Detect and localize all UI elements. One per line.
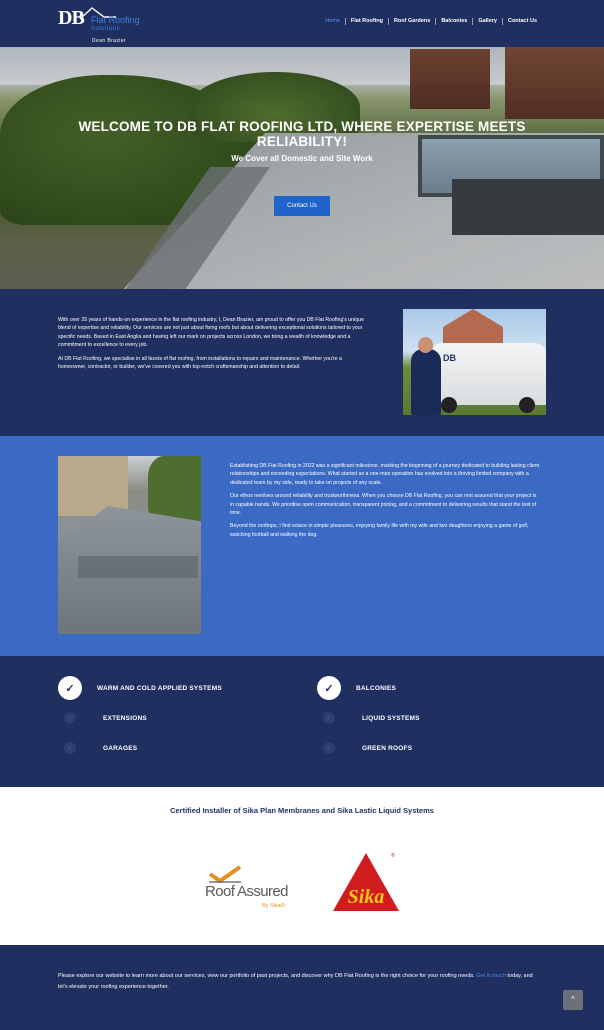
roof-assured-by: By Sika® [262, 903, 285, 909]
certification-heading: Certified Installer of Sika Plan Membranes and Sika Lastic Liquid Systems [170, 806, 434, 815]
logo-line-1: Flat Roofing [91, 15, 140, 25]
sika-registered-mark: ® [391, 853, 395, 859]
services-list [0, 656, 604, 787]
service-item[interactable] [64, 676, 222, 700]
roof-assured-text: Roof Assured [205, 883, 288, 900]
site-footer [0, 945, 604, 1030]
check-icon: ✓ [58, 676, 82, 700]
photo-person-head [418, 337, 433, 353]
service-label: BALCONIES [356, 684, 397, 692]
intro-text [58, 316, 370, 376]
nav-balconies[interactable]: Balconies [435, 18, 472, 25]
hero-subtitle: We Cover all Domestic and Site Work [231, 154, 373, 163]
about-text [230, 462, 540, 544]
site-logo[interactable] [58, 5, 168, 43]
service-label: WARM AND COLD APPLIED SYSTEMS [97, 684, 222, 692]
photo-roof-step [78, 556, 198, 578]
hero-title: WELCOME TO DB FLAT ROOFING LTD, WHERE EXPERTISE MEETS RELIABILITY! [78, 119, 526, 149]
check-icon: ✓ [64, 742, 76, 754]
service-item[interactable] [323, 676, 396, 700]
nav-gallery[interactable]: Gallery [472, 18, 502, 25]
about-paragraph: Our ethos revolves around reliability and trustworthiness. When you choose DB Flat Roofing, you can rest assured that your project is in capable hands. We prioritise open communication, transparent pricing, and a commitment to delivering results that stand the test of time. [230, 493, 537, 517]
hero-overlay [0, 47, 604, 289]
back-to-top-button[interactable]: ^ [563, 990, 583, 1010]
service-label: GREEN ROOFS [362, 744, 413, 752]
check-icon: ✓ [317, 676, 341, 700]
about-section [0, 436, 604, 656]
service-item[interactable] [64, 712, 147, 724]
nav-roof-gardens[interactable]: Roof Gardens [388, 18, 435, 25]
footer-text-end: today, and let's elevate your roofing experience together. [58, 973, 533, 990]
check-icon: ✓ [323, 742, 335, 754]
site-header [0, 0, 604, 47]
owner-with-van-photo [403, 309, 546, 415]
photo-building [58, 456, 128, 516]
sika-wordmark: Sika [347, 886, 385, 908]
hero-banner [0, 47, 604, 289]
logo-line-2: Solutions [91, 26, 121, 32]
check-icon: ✓ [323, 712, 335, 724]
nav-flat-roofing[interactable]: Flat Roofing [345, 18, 388, 25]
service-item[interactable] [323, 712, 420, 724]
footer-text-start: Please explore our website to learn more about our services, view our portfolio of past projects, and discover why DB Flat Roofing is the right choice for your roofing needs. [58, 973, 477, 979]
service-item[interactable] [64, 742, 137, 754]
logo-mark: DB [58, 7, 84, 29]
service-item[interactable] [323, 742, 412, 754]
photo-van [433, 343, 546, 405]
footer-text [58, 971, 534, 993]
van-logo: DB [443, 353, 456, 363]
photo-wheel [519, 397, 535, 413]
get-in-touch-link[interactable]: Get in touch [476, 973, 506, 979]
nav-home[interactable]: Home [325, 18, 340, 24]
service-label: GARAGES [103, 744, 138, 752]
about-paragraph: Beyond the rooftops, I find solace in simple pleasures, enjoying family life with my wife and two daughters enjoying a game of golf, watching football and walking the dog. [230, 523, 529, 538]
flat-roof-photo [58, 456, 201, 634]
intro-paragraph: With over 25 years of hands-on experience in the flat roofing industry, I, Dean Brazier, am proud to offer you DB Flat Roofing's unique blend of expertise and reliability. Our services are not just about fixing roofs but about delivering exceptional solutions tailored to your specific needs. Based in East Anglia and having left our mark on projects across London, we bring a wealth of knowledge and a commitment to excellence to every job. [58, 317, 364, 349]
check-icon: ✓ [64, 712, 76, 724]
service-label: LIQUID SYSTEMS [362, 714, 420, 722]
about-paragraph: Establishing DB Flat Roofing in 2022 was a significant milestone, marking the beginning of a journey dedicated to building lasting client relationships and exceeding expectations. What started as a one-man operation has evolved into a thriving limited company with a dedicated team by my side, ready to take on projects of any scale. [230, 463, 540, 486]
sika-triangle-icon [331, 851, 401, 913]
orange-check-icon [208, 865, 242, 883]
contact-us-button[interactable]: Contact Us [274, 196, 330, 216]
intro-paragraph: At DB Flat Roofing, we specialise in all facets of flat roofing, from installations to repairs and maintenance. Whether you're a homeowner, contractor, or builder, we've covered you with top-notch craftsmanship and attention to detail. [58, 355, 342, 371]
service-label: EXTENSIONS [103, 714, 147, 722]
intro-section [0, 289, 604, 436]
photo-wheel [441, 397, 457, 413]
certification-section [0, 787, 604, 945]
nav-contact-us[interactable]: Contact Us [502, 18, 542, 25]
logo-line-3: Dean Brazier [92, 38, 126, 44]
sika-logo [331, 851, 401, 913]
main-nav [320, 18, 542, 25]
photo-person [411, 349, 441, 415]
roof-assured-logo [204, 865, 298, 911]
